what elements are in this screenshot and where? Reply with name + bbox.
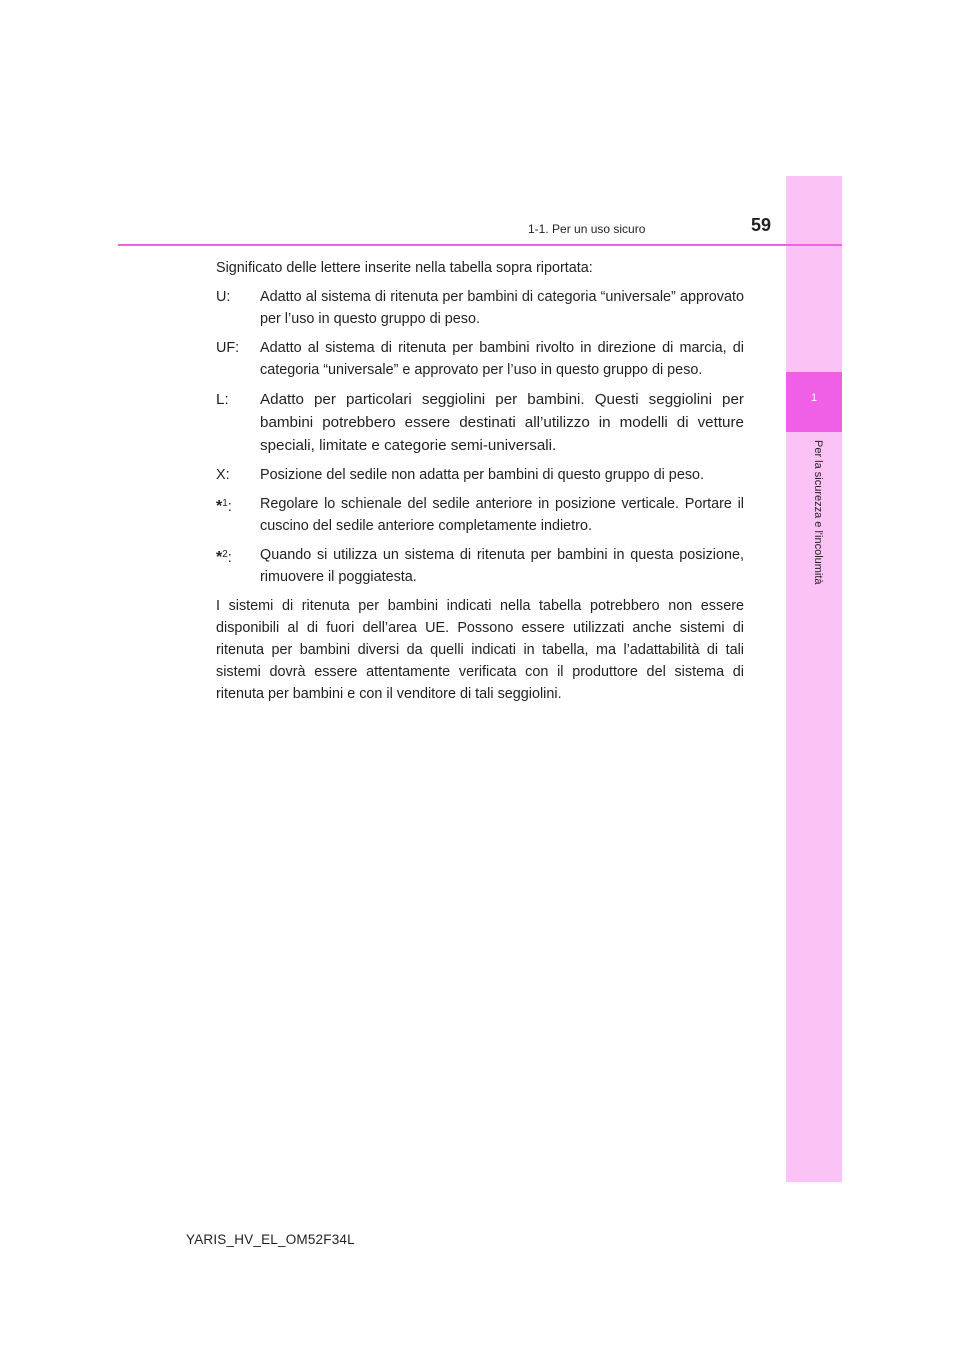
legend-item-x [216,464,744,486]
legend-text: Adatto al sistema di ritenuta per bambini di categoria “universale” approvato per l’uso in questo gruppo di peso. [260,289,744,327]
legend-item-l [216,388,744,457]
legend-key: L: [216,391,229,408]
footnote-star: * [216,549,223,566]
header-rule [118,244,842,246]
footnote-1 [216,493,744,537]
legend-text: Adatto al sistema di ritenuta per bambini rivolto in direzione di marcia, di categoria “universale” e approvato per l’uso in questo gruppo di peso. [260,340,744,378]
legend-key: UF: [216,340,240,356]
legend-key: X: [216,467,230,483]
legend-item-uf [216,337,744,381]
footnote-colon: : [227,550,232,566]
footnote-text: Regolare lo schienale del sedile anteriore in posizione verticale. Portare il cuscino del sedile anteriore completamente indietro. [260,496,744,534]
footnote-2 [216,544,744,588]
chapter-title: Per la sicurezza e l'incolumità [812,440,824,585]
legend-item-u [216,286,744,330]
closing-paragraph: I sistemi di ritenuta per bambini indicati nella tabella potrebbero non essere disponibili al di fuori dell’area UE. Possono essere utilizzati anche sistemi di ritenuta per bambini diversi da quelli indicati in tabella, ma l’adattabilità di tali sistemi dovrà essere attentamente verificata con il produttore del sistema di ritenuta per bambini e con il venditore di tali seggiolini. [216,598,744,702]
footnote-colon: : [227,499,232,515]
legend-intro: Significato delle lettere inserite nella tabella sopra riportata: [216,260,593,276]
footnote-star: * [216,498,223,515]
chapter-number: 1 [810,392,818,404]
footnote-number: 1 [222,498,228,509]
legend-text: Posizione del sedile non adatta per bambini di questo gruppo di peso. [260,467,705,483]
footnote-key [216,544,232,569]
legend-key: U: [216,289,231,305]
page-content [216,257,744,705]
footnote-number: 2 [222,549,228,560]
legend-text: Adatto per particolari seggiolini per bambini. Questi seggiolini per bambini potrebbero essere destinati all’utilizzo in modelli di vetture speciali, limitate e categorie semi-universali. [260,391,744,454]
footnote-text: Quando si utilizza un sistema di ritenuta per bambini in questa posizione, rimuovere il poggiatesta. [260,547,744,585]
chapter-side-tab [786,176,842,1182]
page-number: 59 [751,215,772,235]
document-code: YARIS_HV_EL_OM52F34L [186,1232,355,1247]
section-title: 1-1. Per un uso sicuro [528,222,646,236]
footnote-key [216,493,232,518]
